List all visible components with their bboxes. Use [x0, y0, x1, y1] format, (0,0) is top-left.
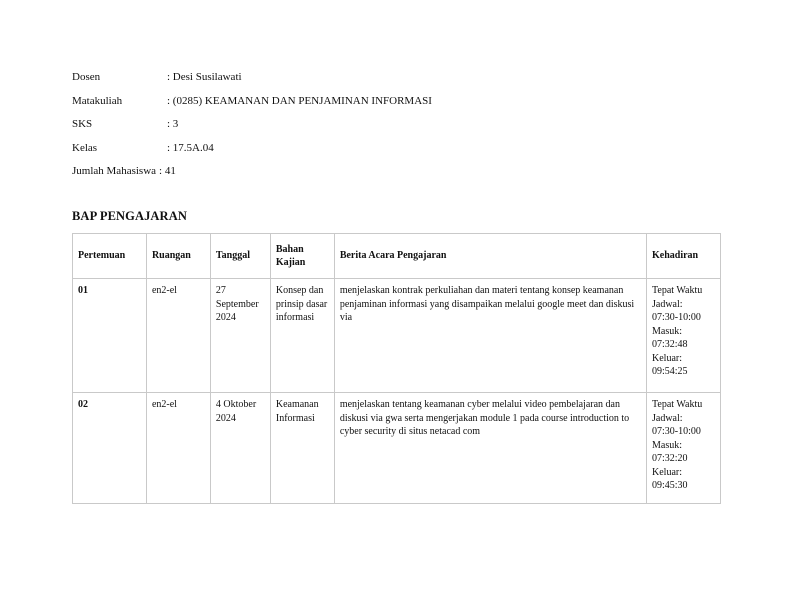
- cell-tanggal: 4 Oktober 2024: [210, 393, 270, 504]
- cell-bahan-kajian: Konsep dan prinsip dasar informasi: [270, 279, 334, 393]
- kehadiran-masuk-label: Masuk:: [652, 439, 682, 451]
- info-row-kelas: [72, 142, 432, 166]
- table-row: [73, 279, 721, 393]
- cell-tanggal: 27 September 2024: [210, 279, 270, 393]
- column-header-ruangan: Ruangan: [146, 234, 210, 279]
- column-header-tanggal: Tanggal: [210, 234, 270, 279]
- cell-ruangan: en2-el: [146, 393, 210, 504]
- info-label: Jumlah Mahasiswa: [72, 165, 157, 177]
- cell-kehadiran: [647, 279, 721, 393]
- info-value: : (0285) KEAMANAN DAN PENJAMINAN INFORMASI: [167, 94, 432, 107]
- info-row-dosen: [72, 71, 432, 95]
- cell-berita-acara: menjelaskan kontrak perkuliahan dan materi tentang konsep keamanan penjaminan informasi yang disampaikan melalui google meet dan diskusi via: [334, 279, 646, 393]
- info-label: Matakuliah: [72, 94, 123, 107]
- info-value: : 17.5A.04: [167, 141, 214, 154]
- info-row-jumlah-mahasiswa: [72, 165, 432, 189]
- column-header-pertemuan: Pertemuan: [73, 234, 147, 279]
- info-label: Dosen: [72, 71, 101, 83]
- cell-bahan-kajian: Keamanan Informasi: [270, 393, 334, 504]
- kehadiran-jadwal-value: 07:30-10:00: [652, 312, 701, 323]
- kehadiran-masuk-value: 07:32:20: [652, 453, 688, 464]
- column-header-bahan-kajian: Bahan Kajian: [270, 234, 334, 279]
- info-row-sks: [72, 118, 432, 142]
- cell-ruangan: en2-el: [146, 279, 210, 393]
- table-row: [73, 393, 721, 504]
- cell-pertemuan: 01: [73, 279, 147, 393]
- kehadiran-keluar-value: 09:45:30: [652, 480, 688, 491]
- bap-table: [72, 233, 721, 504]
- table-header-row: [73, 234, 721, 279]
- kehadiran-masuk-label: Masuk:: [652, 325, 682, 337]
- kehadiran-status: Tepat Waktu: [652, 285, 703, 296]
- course-info: [72, 71, 432, 189]
- column-header-berita-acara: Berita Acara Pengajaran: [334, 234, 646, 279]
- kehadiran-jadwal-label: Jadwal:: [652, 298, 683, 310]
- section-title: BAP PENGAJARAN: [72, 209, 187, 223]
- kehadiran-keluar-label: Keluar:: [652, 352, 682, 364]
- info-label: Kelas: [72, 141, 98, 154]
- info-row-matakuliah: [72, 95, 432, 119]
- kehadiran-jadwal-label: Jadwal:: [652, 412, 683, 424]
- info-value: : 3: [167, 118, 179, 130]
- cell-berita-acara: menjelaskan tentang keamanan cyber melalui video pembelajaran dan diskusi via gwa serta mengerjakan module 1 pada course introduction to cyber security di situs netacad com: [334, 393, 646, 504]
- info-value: : Desi Susilawati: [167, 71, 242, 83]
- kehadiran-status: Tepat Waktu: [652, 399, 703, 410]
- kehadiran-jadwal-value: 07:30-10:00: [652, 426, 701, 437]
- info-label: SKS: [72, 118, 93, 130]
- kehadiran-keluar-label: Keluar:: [652, 466, 682, 478]
- cell-kehadiran: [647, 393, 721, 504]
- column-header-kehadiran: Kehadiran: [647, 234, 721, 279]
- cell-pertemuan: 02: [73, 393, 147, 504]
- info-value: : 41: [159, 165, 176, 177]
- kehadiran-keluar-value: 09:54:25: [652, 366, 688, 377]
- kehadiran-masuk-value: 07:32:48: [652, 339, 688, 350]
